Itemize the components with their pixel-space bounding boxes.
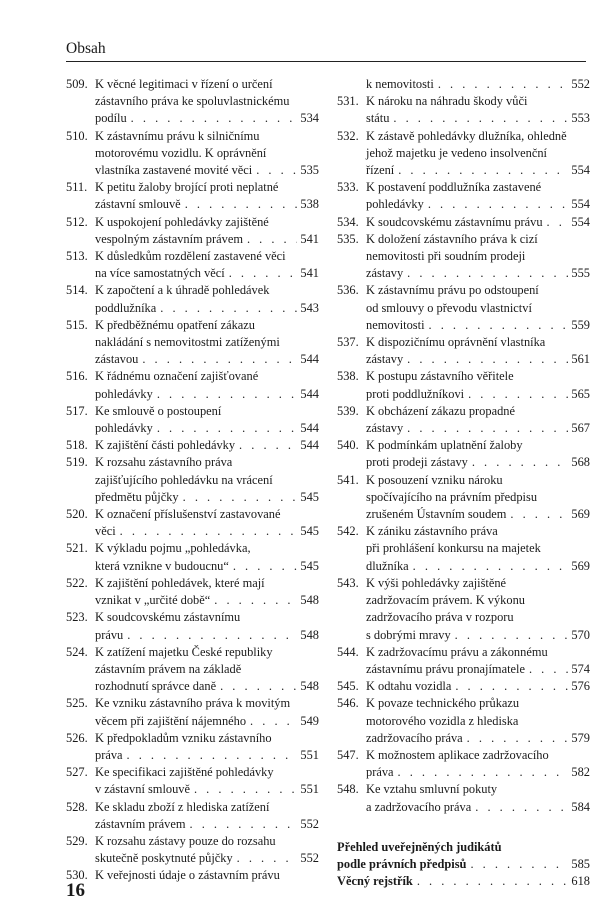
toc-entry-text: zajišťujícího pohledávku na vrácení — [95, 472, 273, 487]
toc-entry-text: K rozsahu zástavního práva — [95, 455, 233, 470]
toc-entry-text: vespolným zástavním právem — [95, 231, 243, 246]
toc-entry-text: Přehled uveřejněných judikátů — [337, 839, 502, 854]
toc-entry-text: K započtení a k úhradě pohledávek — [95, 283, 270, 298]
toc-entry-text: K povaze technického průkazu — [366, 696, 520, 711]
toc-page-ref: 544 — [300, 438, 319, 453]
toc-entry — [66, 368, 319, 402]
toc-entry-text: K zadržovacímu právu a zákonnému — [366, 644, 548, 659]
toc-entry — [66, 282, 319, 316]
toc-entry-number: 539. — [337, 403, 359, 418]
toc-entry-text: pohledávky — [95, 421, 153, 436]
toc-entry-text: spočívajícího na právním předpisu — [366, 489, 538, 504]
toc-entry-text: zástavním právem — [95, 816, 186, 831]
toc-page-ref: 582 — [571, 765, 590, 780]
toc-entry-number: 520. — [66, 507, 88, 522]
toc-page-ref: 574 — [571, 661, 590, 676]
toc-entry-number: 514. — [66, 283, 88, 298]
toc-entry-text: K výši pohledávky zajištěné — [366, 575, 507, 590]
toc-entry-number: 542. — [337, 524, 359, 539]
leader-dots — [250, 713, 297, 730]
toc-entry — [66, 799, 319, 833]
toc-entry-number: 540. — [337, 438, 359, 453]
toc-continuation-text: k nemovitosti — [366, 77, 434, 91]
leader-dots — [470, 856, 568, 873]
toc-entry-number: 538. — [337, 369, 359, 384]
toc-entry — [337, 214, 590, 231]
toc-page-ref: 551 — [300, 782, 319, 797]
leader-dots — [438, 76, 569, 93]
toc-entry-number: 512. — [66, 214, 88, 229]
toc-entry-text: zástavnímu právu pronajímatele — [366, 661, 525, 676]
toc-entry-text: Ke skladu zboží z hlediska zatížení — [95, 799, 270, 814]
toc-column-left — [66, 76, 319, 885]
leader-dots — [398, 764, 569, 781]
toc-entry-number: 515. — [66, 317, 88, 332]
toc-entry-number: 536. — [337, 283, 359, 298]
toc-entry-number: 521. — [66, 541, 88, 556]
toc-page-ref: 543 — [300, 300, 319, 315]
toc-entry-text: K předběžnému opatření zákazu — [95, 317, 255, 332]
toc-entry-text: K podmínkám uplatnění žaloby — [366, 438, 523, 453]
toc-entry-number: 533. — [337, 180, 359, 195]
leader-dots — [120, 523, 298, 540]
leader-dots — [417, 873, 569, 890]
header-rule — [66, 61, 586, 62]
toc-entry-text: věcem při zajištění nájemného — [95, 713, 247, 728]
leader-dots — [393, 110, 568, 127]
toc-page-ref: 544 — [300, 352, 319, 367]
toc-entry — [66, 454, 319, 506]
toc-entry-text: Věcný rejstřík — [337, 874, 413, 889]
toc-page-ref: 535 — [300, 163, 319, 178]
leader-dots — [256, 162, 297, 179]
toc-page-ref: 554 — [571, 163, 590, 178]
toc-entry-text: K zástavnímu právu po odstoupení — [366, 283, 539, 298]
toc-entry — [66, 575, 319, 609]
toc-entry-text: Ke vzniku zástavního práva k movitým — [95, 696, 291, 711]
toc-page-ref: 544 — [300, 421, 319, 436]
toc-page-ref: 568 — [571, 455, 590, 470]
toc-entry-text: zástavou — [95, 352, 139, 367]
toc-entry-text: K dispozičnímu oprávnění vlastníka — [366, 335, 546, 350]
toc-entry-number: 509. — [66, 77, 88, 91]
toc-entry — [337, 781, 590, 815]
toc-entry-text: K uspokojení pohledávky zajištěné — [95, 214, 269, 229]
toc-entry-text: Ke vztahu smluvní pokuty — [366, 782, 498, 797]
toc-column-right — [337, 76, 590, 890]
toc-page-ref: 551 — [300, 747, 319, 762]
toc-entry-text: právu — [95, 627, 124, 642]
toc-page-ref: 544 — [300, 386, 319, 401]
toc-entry-text: K zástavnímu právu k silničnímu — [95, 128, 260, 143]
toc-entry-text: zástavní smlouvě — [95, 197, 181, 212]
toc-page-ref: 552 — [300, 816, 319, 831]
toc-page-ref: 584 — [571, 799, 590, 814]
toc-page-ref: 569 — [571, 558, 590, 573]
toc-entry-text: a zadržovacího práva — [366, 799, 472, 814]
toc-entry-number: 544. — [337, 644, 359, 659]
toc-entry — [337, 368, 590, 402]
toc-entry — [66, 248, 319, 282]
toc-page-ref: 548 — [300, 627, 319, 642]
toc-entry-text: nemovitosti — [366, 317, 425, 332]
toc-page-ref: 541 — [300, 231, 319, 246]
toc-entry — [66, 437, 319, 454]
toc-entry-number: 546. — [337, 696, 359, 711]
toc-entry-text: K řádnému označení zajišťované — [95, 369, 259, 384]
toc-entry-text: K věcné legitimaci v řízení o určení — [95, 77, 273, 91]
leader-dots — [157, 386, 298, 403]
leader-dots — [407, 351, 568, 368]
toc-entry-text: podle právních předpisů — [337, 856, 467, 871]
toc-page-ref: 554 — [571, 214, 590, 229]
running-header: Obsah — [66, 40, 106, 57]
toc-entry — [337, 678, 590, 695]
toc-entry — [337, 644, 590, 678]
toc-entry-text: K označení příslušenství zastavované — [95, 507, 281, 522]
toc-entry — [337, 128, 590, 180]
leader-dots — [157, 420, 298, 437]
toc-entry-number: 525. — [66, 696, 88, 711]
toc-entry-text: řízení — [366, 163, 395, 178]
toc-entry-text: motorového vozidla z hlediska — [366, 713, 519, 728]
leader-dots — [472, 454, 569, 471]
toc-entry — [337, 403, 590, 437]
toc-entry-number: 537. — [337, 335, 359, 350]
toc-entry-text: Ke specifikaci zajištěné pohledávky — [95, 765, 274, 780]
toc-entry — [66, 644, 319, 696]
toc-entry-text: K zatížení majetku České republiky — [95, 644, 273, 659]
toc-entry-text: proti poddlužníkovi — [366, 386, 465, 401]
toc-page-ref: 553 — [571, 111, 590, 126]
leader-dots — [468, 386, 568, 403]
toc-entry-number: 541. — [337, 472, 359, 487]
toc-page-ref: 554 — [571, 197, 590, 212]
leader-dots — [194, 781, 297, 798]
toc-page-ref: 545 — [300, 489, 319, 504]
toc-entry-number: 535. — [337, 231, 359, 246]
toc-entry — [337, 472, 590, 524]
leader-dots — [467, 730, 569, 747]
toc-entry-text: skutečně poskytnuté půjčky — [95, 851, 233, 866]
toc-entry-text: poddlužníka — [95, 300, 157, 315]
toc-page-ref: 538 — [300, 197, 319, 212]
toc-entry-text: podílu — [95, 111, 127, 126]
toc-entry-number: 524. — [66, 644, 88, 659]
toc-entry — [337, 93, 590, 127]
leader-dots — [185, 196, 298, 213]
toc-entry-text: vlastníka zastavené movité věci — [95, 163, 253, 178]
leader-dots — [407, 265, 568, 282]
toc-entry-number: 523. — [66, 610, 88, 625]
toc-entry-text: zástavy — [366, 266, 404, 281]
toc-page-ref: 618 — [571, 874, 590, 889]
toc-entry — [337, 873, 590, 890]
toc-entry-number: 518. — [66, 438, 88, 453]
leader-dots — [214, 592, 297, 609]
leader-dots — [398, 162, 568, 179]
toc-entry — [337, 523, 590, 575]
leader-dots — [237, 850, 298, 867]
toc-entry-text: K rozsahu zástavy pouze do rozsahu — [95, 833, 276, 848]
toc-page-ref: 567 — [571, 421, 590, 436]
toc-entry — [66, 730, 319, 764]
toc-entry-text: zástavy — [366, 352, 404, 367]
toc-entry — [337, 437, 590, 471]
leader-dots — [429, 317, 569, 334]
toc-entry-text: K zániku zástavního práva — [366, 524, 498, 539]
toc-entry-text: předmětu půjčky — [95, 489, 179, 504]
toc-entry-text: práva — [95, 747, 123, 762]
toc-entry-number: 547. — [337, 747, 359, 762]
toc-entry-number: 528. — [66, 799, 88, 814]
toc-entry-text: vznikat v „určité době“ — [95, 593, 211, 608]
toc-entry-text: K postupu zástavního věřitele — [366, 369, 514, 384]
toc-entry-number: 519. — [66, 455, 88, 470]
toc-page-ref: 541 — [300, 266, 319, 281]
toc-entry — [66, 833, 319, 867]
toc-entry — [66, 76, 319, 128]
toc-entry-text: K veřejnosti údaje o zástavním právu — [95, 868, 280, 883]
toc-entry-number: 543. — [337, 575, 359, 590]
toc-entry-text: která vznikne v budoucnu“ — [95, 558, 229, 573]
toc-entry-text: rozhodnutí správce daně — [95, 679, 217, 694]
leader-dots — [547, 214, 569, 231]
toc-entry — [337, 695, 590, 747]
toc-entry — [337, 334, 590, 368]
leader-dots — [475, 799, 568, 816]
toc-page-ref: 579 — [571, 730, 590, 745]
toc-entry-text: K petitu žaloby brojící proti neplatné — [95, 180, 279, 195]
toc-page-ref: 548 — [300, 679, 319, 694]
toc-entry-text: K důsledkům rozdělení zastavené věci — [95, 249, 286, 264]
toc-entry-number: 548. — [337, 782, 359, 797]
toc-page-ref: 565 — [571, 386, 590, 401]
toc-entry-text: K obcházení zákazu propadné — [366, 403, 515, 418]
toc-entry — [337, 575, 590, 644]
leader-dots — [455, 627, 569, 644]
toc-page-ref: 569 — [571, 507, 590, 522]
leader-dots — [142, 351, 297, 368]
toc-page-ref: 534 — [300, 111, 319, 126]
toc-entry-text: při prohlášení konkursu na majetek — [366, 541, 541, 556]
toc-page-ref: 570 — [571, 627, 590, 642]
toc-entry-text: práva — [366, 765, 394, 780]
leader-dots — [413, 558, 569, 575]
toc-entry-text: pohledávky — [366, 197, 424, 212]
toc-entry-text: zrušeném Ústavním soudem — [366, 507, 507, 522]
toc-page-ref: 576 — [571, 679, 590, 694]
toc-entry-text: věci — [95, 524, 116, 539]
toc-entry — [66, 764, 319, 798]
toc-entry — [66, 609, 319, 643]
leader-dots — [127, 627, 297, 644]
toc-entry-text: v zástavní smlouvě — [95, 782, 190, 797]
toc-entry — [337, 839, 590, 873]
leader-dots — [131, 110, 298, 127]
toc-entry-number: 526. — [66, 730, 88, 745]
toc-entry-text: K soudcovskému zástavnímu — [95, 610, 241, 625]
leader-dots — [529, 661, 568, 678]
toc-entry-text: nakládání s nemovitostmi zatíženými — [95, 335, 280, 350]
toc-entry-text: zadržovacím právem. K výkonu — [366, 593, 525, 608]
toc-entry-text: K předpokladům vzniku zástavního — [95, 730, 272, 745]
toc-entry-text: na více samostatných věcí — [95, 266, 225, 281]
toc-entry-text: zadržovacího práva — [366, 730, 463, 745]
toc-entry-text: K nároku na náhradu škody vůči — [366, 94, 528, 109]
toc-entry-text: K postavení poddlužníka zastavené — [366, 180, 542, 195]
toc-entry-text: K odtahu vozidla — [366, 679, 452, 694]
toc-page-ref: 549 — [300, 713, 319, 728]
toc-entry — [337, 747, 590, 781]
toc-entry-text: nemovitosti při soudním prodeji — [366, 249, 526, 264]
toc-page-ref: 545 — [300, 524, 319, 539]
toc-entry — [66, 506, 319, 540]
leader-dots — [127, 747, 298, 764]
toc-entry-text: zadržovacího práva v rozporu — [366, 610, 514, 625]
toc-continuation — [337, 76, 590, 93]
toc-entry — [66, 128, 319, 180]
toc-entry — [66, 214, 319, 248]
toc-entry-text: K možnostem aplikace zadržovacího — [366, 747, 549, 762]
toc-page-ref: 545 — [300, 558, 319, 573]
toc-entry-text: proti prodeji zástavy — [366, 455, 468, 470]
toc-page-ref: 552 — [571, 77, 590, 91]
toc-entry-number: 532. — [337, 128, 359, 143]
leader-dots — [428, 196, 569, 213]
toc-entry-text: dlužníka — [366, 558, 409, 573]
toc-entry-text: K zajištění části pohledávky — [95, 438, 236, 453]
toc-entry-text: K zástavě pohledávky dlužníka, ohledně — [366, 128, 567, 143]
toc-entry-number: 529. — [66, 833, 88, 848]
toc-entry-number: 522. — [66, 575, 88, 590]
toc-page-ref: 561 — [571, 352, 590, 367]
toc-entry-number: 516. — [66, 369, 88, 384]
toc-entry-number: 510. — [66, 128, 88, 143]
toc-entry-number: 534. — [337, 214, 359, 229]
toc-entry-number: 513. — [66, 249, 88, 264]
toc-entry-number: 530. — [66, 868, 88, 883]
toc-entry-number: 511. — [66, 180, 88, 195]
toc-entry-number: 545. — [337, 679, 359, 694]
toc-entry-number: 517. — [66, 403, 88, 418]
leader-dots — [455, 678, 568, 695]
leader-dots — [510, 506, 568, 523]
leader-dots — [239, 437, 297, 454]
toc-entry — [66, 540, 319, 574]
leader-dots — [160, 300, 297, 317]
toc-entry-text: K výkladu pojmu „pohledávka, — [95, 541, 251, 556]
leader-dots — [233, 558, 298, 575]
toc-entry-text: jehož majetku je vedeno insolvenční — [366, 145, 547, 160]
toc-entry — [337, 282, 590, 334]
toc-entry-text: státu — [366, 111, 390, 126]
leader-dots — [190, 816, 298, 833]
toc-entry-text: motorovému vozidlu. K oprávnění — [95, 145, 267, 160]
toc-entry — [66, 317, 319, 369]
toc-summary — [337, 839, 590, 891]
toc-entry-text: K posouzení vzniku nároku — [366, 472, 503, 487]
toc-page-ref: 585 — [571, 856, 590, 871]
toc-page-ref: 559 — [571, 317, 590, 332]
toc-entry — [66, 695, 319, 729]
toc-entry-text: od smlouvy o převodu vlastnictví — [366, 300, 532, 315]
toc-entry — [337, 231, 590, 283]
toc-entry-text: zástavy — [366, 421, 404, 436]
toc-page-ref: 555 — [571, 266, 590, 281]
toc-entry-text: K zajištění pohledávek, které mají — [95, 575, 265, 590]
toc-entry-text: s dobrými mravy — [366, 627, 451, 642]
toc-entry — [66, 867, 319, 884]
toc-entry — [66, 403, 319, 437]
toc-entry-text: zástavním právem na základě — [95, 661, 242, 676]
toc-entry-number: 527. — [66, 765, 88, 780]
toc-entry-text: pohledávky — [95, 386, 153, 401]
toc-page-ref: 548 — [300, 593, 319, 608]
leader-dots — [220, 678, 297, 695]
toc-entry-number: 531. — [337, 94, 359, 109]
toc-entry-text: K doložení zástavního práva k cizí — [366, 231, 538, 246]
page-number: 16 — [66, 880, 85, 901]
toc-page-ref: 552 — [300, 851, 319, 866]
leader-dots — [229, 265, 298, 282]
leader-dots — [407, 420, 568, 437]
toc-entry-text: K soudcovskému zástavnímu právu — [366, 214, 543, 229]
leader-dots — [247, 231, 297, 248]
toc-entry-text: Ke smlouvě o postoupení — [95, 403, 222, 418]
toc-entry — [337, 179, 590, 213]
toc-entry — [66, 179, 319, 213]
toc-entry-text: zástavního práva ke spoluvlastnickému — [95, 94, 290, 109]
leader-dots — [183, 489, 298, 506]
